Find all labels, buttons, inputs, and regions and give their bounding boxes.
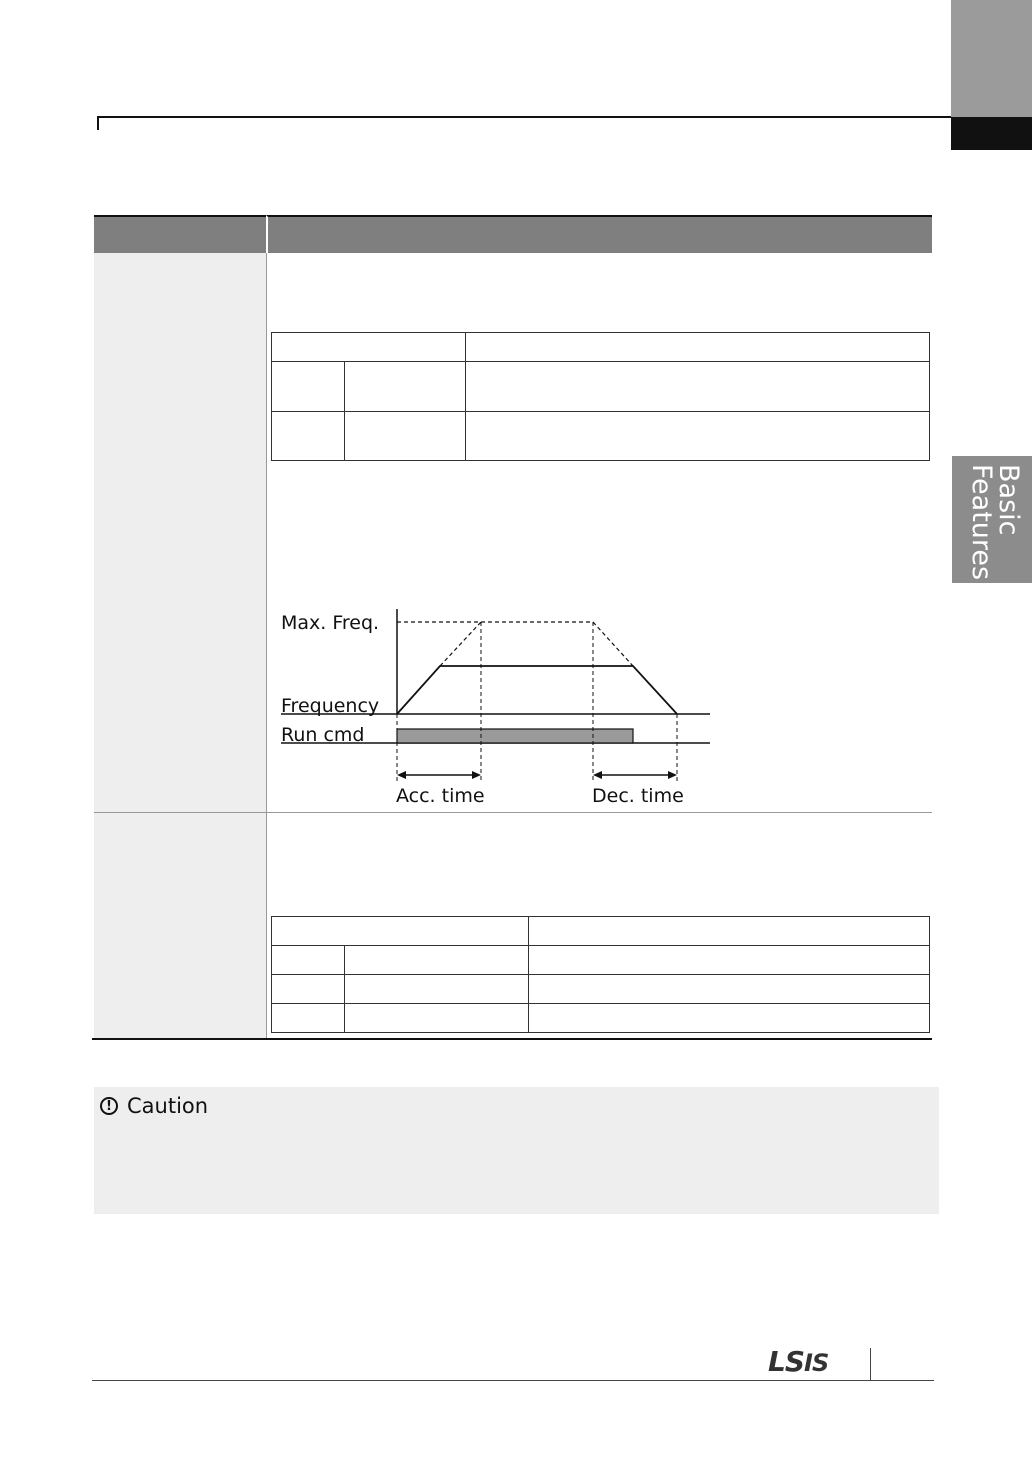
section-tab-label: Basic Features <box>966 464 1024 581</box>
table-cell <box>529 975 930 1004</box>
table-row <box>272 917 930 946</box>
table-cell <box>529 1004 930 1033</box>
acc-time-label: Acc. time <box>396 785 485 807</box>
table-cell <box>272 946 345 975</box>
table-cell <box>529 946 930 975</box>
settings-subtable-2 <box>271 916 930 1033</box>
table-cell <box>345 975 529 1004</box>
frequency-label: Frequency <box>281 695 380 717</box>
footer-divider <box>870 1348 871 1380</box>
table-cell <box>345 1004 529 1033</box>
logo-text: LS <box>768 1345 805 1378</box>
footer-rule <box>92 1380 934 1381</box>
caution-icon: ! <box>100 1097 118 1115</box>
table-cell <box>272 917 529 946</box>
table-row <box>272 975 930 1004</box>
max-freq-label: Max. Freq. <box>281 612 380 634</box>
ls-is-logo <box>768 1345 828 1378</box>
logo-suffix: IS <box>804 1349 829 1377</box>
table-cell <box>272 1004 345 1033</box>
table-cell <box>529 917 930 946</box>
table-cell <box>345 946 529 975</box>
run-cmd-bar <box>397 729 633 743</box>
table-row <box>272 1004 930 1033</box>
frequency-profile <box>397 666 677 714</box>
acc-slope-extension <box>440 622 481 666</box>
table-row <box>272 946 930 975</box>
dec-slope-extension <box>593 622 633 666</box>
table-cell <box>272 975 345 1004</box>
run-cmd-label: Run cmd <box>281 724 365 746</box>
caution-title: Caution <box>127 1094 209 1118</box>
caution-box <box>94 1087 939 1214</box>
dec-time-label: Dec. time <box>592 785 684 807</box>
